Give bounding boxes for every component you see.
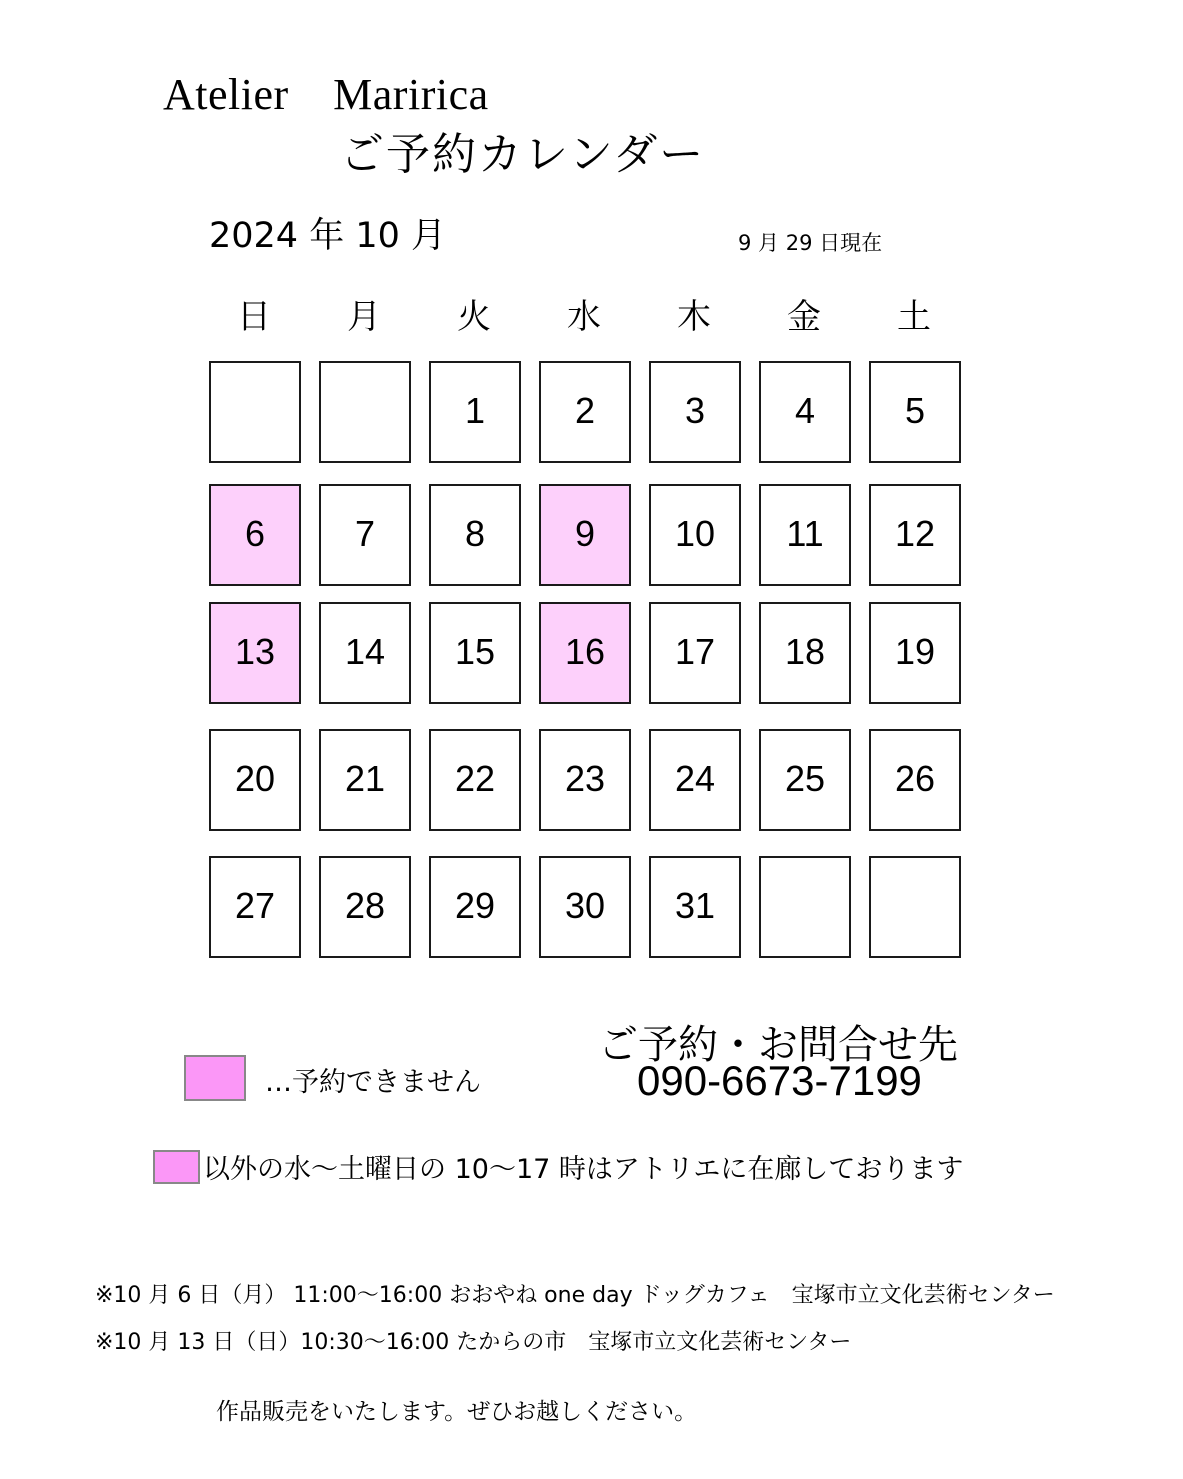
weekday-sat: 土	[897, 297, 931, 337]
day-cell-9	[539, 484, 631, 586]
day-number: 29	[454, 885, 496, 926]
day-number: 18	[784, 631, 826, 672]
day-number: 27	[234, 885, 276, 926]
day-cell-12	[869, 484, 961, 586]
day-cell-16	[539, 602, 631, 704]
as-of-date: 9 月 29 日現在	[738, 231, 883, 255]
day-cell-28	[319, 856, 411, 958]
day-cell-29	[429, 856, 521, 958]
page-title: ご予約カレンダー	[340, 129, 706, 180]
day-cell-18	[759, 602, 851, 704]
day-cell-1	[429, 361, 521, 463]
day-number: 17	[674, 631, 716, 672]
day-number: 26	[894, 758, 936, 799]
day-number: 20	[234, 758, 276, 799]
contact-title: ご予約・お問合せ先	[598, 1022, 958, 1068]
weekday-mon: 月	[347, 297, 381, 337]
day-cell-24	[649, 729, 741, 831]
weekday-fri: 金	[787, 297, 821, 337]
day-number: 24	[674, 758, 716, 799]
day-number: 5	[904, 390, 926, 431]
day-cell-23	[539, 729, 631, 831]
brand-name: Atelier Maririca	[163, 70, 489, 119]
day-cell-6	[209, 484, 301, 586]
day-cell-15	[429, 602, 521, 704]
day-cell-17	[649, 602, 741, 704]
day-number: 6	[244, 513, 266, 554]
day-number: 12	[894, 513, 936, 554]
day-cell-21	[319, 729, 411, 831]
day-number: 3	[684, 390, 706, 431]
day-number: 13	[234, 631, 276, 672]
day-number: 14	[344, 631, 386, 672]
day-cell-31	[649, 856, 741, 958]
day-cell-20	[209, 729, 301, 831]
day-number: 30	[564, 885, 606, 926]
day-number: 25	[784, 758, 826, 799]
day-cell-11	[759, 484, 851, 586]
day-number: 7	[354, 513, 376, 554]
day-number: 28	[344, 885, 386, 926]
day-number: 31	[674, 885, 716, 926]
day-cell-25	[759, 729, 851, 831]
weekday-thu: 木	[677, 297, 711, 337]
day-cell-26	[869, 729, 961, 831]
day-cell-4	[759, 361, 851, 463]
day-number: 16	[564, 631, 606, 672]
day-number: 21	[344, 758, 386, 799]
day-number: 23	[564, 758, 606, 799]
event-item: ※10 月 6 日（月） 11:00～16:00 おおやね one day ドッグカフェ 宝塚市立文化芸術センター	[95, 1283, 1055, 1308]
day-cell-22	[429, 729, 521, 831]
day-number: 15	[454, 631, 496, 672]
day-cell-19	[869, 602, 961, 704]
empty-day-cell	[759, 856, 851, 958]
day-cell-10	[649, 484, 741, 586]
day-cell-13	[209, 602, 301, 704]
weekday-sun: 日	[237, 297, 271, 337]
empty-day-cell	[319, 361, 411, 463]
day-number: 4	[794, 390, 816, 431]
legend-swatch	[184, 1055, 246, 1101]
month-label: 2024 年 10 月	[209, 216, 446, 256]
day-number: 1	[464, 390, 486, 431]
day-cell-3	[649, 361, 741, 463]
event-item: ※10 月 13 日（日）10:30～16:00 たからの市 宝塚市立文化芸術センター	[95, 1330, 852, 1355]
day-cell-27	[209, 856, 301, 958]
day-cell-2	[539, 361, 631, 463]
day-number: 22	[454, 758, 496, 799]
day-number: 10	[674, 513, 716, 554]
weekday-tue: 火	[457, 297, 491, 337]
day-number: 9	[574, 513, 596, 554]
day-cell-14	[319, 602, 411, 704]
day-number: 2	[574, 390, 596, 431]
contact-phone: 090-6673-7199	[637, 1057, 922, 1104]
weekday-wed: 水	[567, 297, 601, 337]
availability-note: 以外の水～土曜日の 10～17 時はアトリエに在廊しております	[203, 1154, 964, 1185]
note-swatch	[153, 1150, 200, 1184]
day-cell-8	[429, 484, 521, 586]
empty-day-cell	[209, 361, 301, 463]
closing-message: 作品販売をいたします。ぜひお越しください。	[216, 1399, 698, 1425]
legend-text: …予約できません	[265, 1067, 481, 1098]
day-cell-5	[869, 361, 961, 463]
day-cell-7	[319, 484, 411, 586]
day-number: 19	[894, 631, 936, 672]
day-number: 11	[786, 513, 824, 554]
day-number: 8	[464, 513, 486, 554]
day-cell-30	[539, 856, 631, 958]
empty-day-cell	[869, 856, 961, 958]
